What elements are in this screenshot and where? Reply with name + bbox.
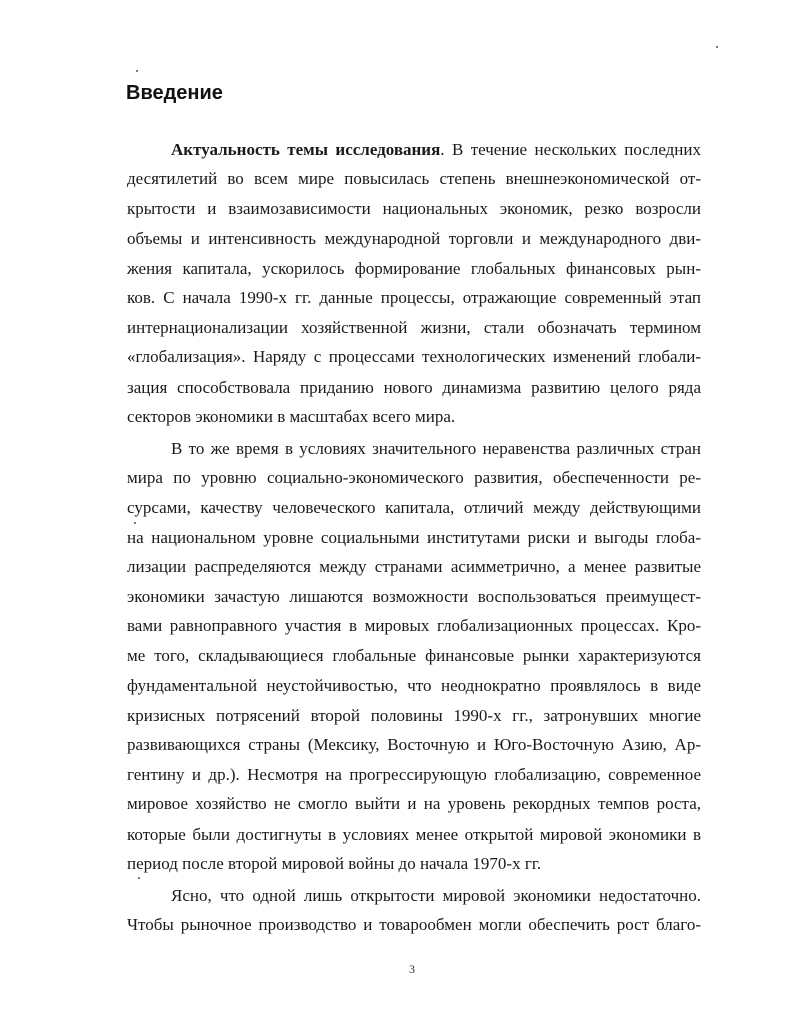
text-line: «глобализация». Наряду с процессами технологических изменений глобали- bbox=[127, 347, 701, 366]
text-line: десятилетий во всем мире повысилась степень внешнеэкономической от- bbox=[127, 169, 701, 188]
scan-speck bbox=[134, 522, 136, 524]
text-line: которые были достигнуты в условиях менее открытой мировой экономики в bbox=[127, 825, 701, 844]
text-line: Чтобы рыночное производство и товарообмен могли обеспечить рост благо- bbox=[127, 915, 701, 934]
text-line: секторов экономики в масштабах всего мира. bbox=[127, 407, 456, 426]
text-line: мировое хозяйство не смогло выйти и на уровень рекордных темпов роста, bbox=[127, 794, 701, 813]
text-line: зация способствовала приданию нового динамизма развитию целого ряда bbox=[127, 378, 701, 397]
text-line: ков. С начала 1990-х гг. данные процессы, отражающие современный этап bbox=[127, 288, 701, 307]
text-line: ме того, складывающиеся глобальные финансовые рынки характеризуются bbox=[127, 646, 701, 665]
text-line: развивающихся страны (Мексику, Восточную и Юго-Восточную Азию, Ар- bbox=[127, 735, 701, 754]
text-line: Ясно, что одной лишь открытости мировой экономики недостаточно. bbox=[171, 886, 701, 905]
text-line: кризисных потрясений второй половины 1990-х гг., затронувших многие bbox=[127, 706, 701, 725]
text-line: вами равноправного участия в мировых глобализационных процессах. Кро- bbox=[127, 616, 701, 635]
scan-speck bbox=[138, 877, 140, 879]
page-number: 3 bbox=[409, 962, 415, 976]
text-line: В то же время в условиях значительного неравенства различных стран bbox=[171, 439, 701, 458]
text-line: на национальном уровне социальными институтами риски и выгоды глоба- bbox=[127, 528, 701, 547]
text-line: интернационализации хозяйственной жизни, стали обозначать термином bbox=[127, 318, 701, 337]
text-line: жения капитала, ускорилось формирование глобальных финансовых рын- bbox=[127, 259, 701, 278]
scan-speck bbox=[716, 46, 718, 48]
paragraph-1-line-1 bbox=[171, 140, 701, 160]
text-line: фундаментальной неустойчивостью, что неоднократно проявлялось в виде bbox=[127, 676, 701, 695]
text-line: гентину и др.). Несмотря на прогрессирующую глобализацию, современное bbox=[127, 765, 701, 784]
text-line: объемы и интенсивность международной торговли и международного дви- bbox=[127, 229, 701, 248]
text-line: крытости и взаимозависимости национальных экономик, резко возросли bbox=[127, 199, 701, 218]
section-heading: Введение bbox=[126, 82, 223, 104]
lead-phrase: Актуальность темы исследования bbox=[171, 140, 441, 159]
scan-speck bbox=[136, 70, 138, 72]
text-line: сурсами, качеству человеческого капитала, отличий между действующими bbox=[127, 498, 701, 517]
text-line: экономики зачастую лишаются возможности воспользоваться преимущест- bbox=[127, 587, 701, 606]
text-line: период после второй мировой войны до начала 1970-х гг. bbox=[127, 854, 542, 873]
text-line: лизации распределяются между странами асимметрично, а менее развитые bbox=[127, 557, 701, 576]
text-line: мира по уровню социально-экономического развития, обеспеченности ре- bbox=[127, 468, 701, 487]
lead-line-rest: . В течение нескольких последних bbox=[440, 140, 702, 159]
